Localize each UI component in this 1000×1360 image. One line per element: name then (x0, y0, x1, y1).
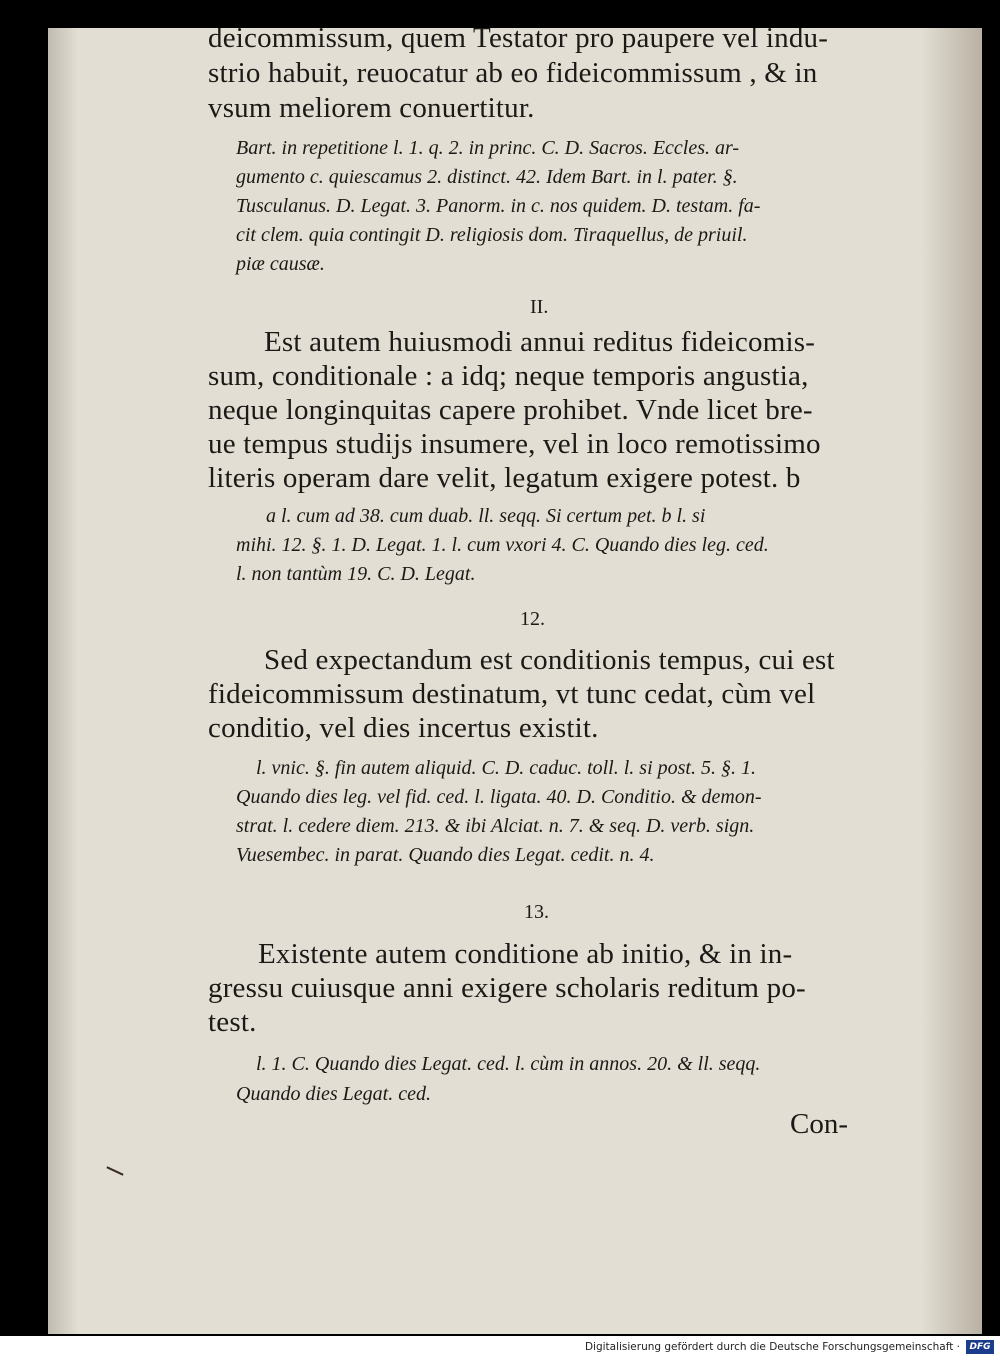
note-line: l. 1. C. Quando dies Legat. ced. l. cùm in annos. 20. & ll. seqq. (256, 1053, 761, 1075)
page-shadow-left (48, 28, 78, 1334)
footer-credit: Digitalisierung gefördert durch die Deutsche Forschungsgemeinschaft · (584, 1341, 960, 1353)
note-line: a l. cum ad 38. cum duab. ll. seqq. Si certum pet. b l. si (266, 505, 706, 527)
text-line: vsum meliorem conuertitur. (208, 92, 535, 124)
section-number-12: 12. (520, 608, 545, 630)
text-line: conditio, vel dies incertus existit. (208, 712, 599, 744)
note-line: Bart. in repetitione l. 1. q. 2. in princ. C. D. Sacros. Eccles. ar- (236, 137, 740, 159)
text-line: fideicommissum destinatum, vt tunc cedat, cùm vel (208, 678, 816, 710)
text-line: Est autem huiusmodi annui reditus fideicomis- (264, 326, 816, 358)
page-shadow-right (922, 28, 982, 1334)
footer-bar (0, 1336, 1000, 1360)
text-line: literis operam dare velit, legatum exigere potest. b (208, 462, 801, 494)
text-line: neque longinquitas capere prohibet. Vnde licet bre- (208, 394, 813, 426)
note-line: mihi. 12. §. 1. D. Legat. 1. l. cum vxori 4. C. Quando dies leg. ced. (236, 534, 769, 556)
note-line: gumento c. quiescamus 2. distinct. 42. Idem Bart. in l. pater. §. (236, 166, 738, 188)
text-line: ue tempus studijs insumere, vel in loco remotissimo (208, 428, 821, 460)
note-line: Vuesembec. in parat. Quando dies Legat. cedit. n. 4. (236, 844, 655, 866)
scanned-page (48, 28, 982, 1334)
paper-mark (106, 1166, 123, 1175)
note-line: cit clem. quia contingit D. religiosis dom. Tiraquellus, de priuil. (236, 224, 748, 246)
note-line: l. non tantùm 19. C. D. Legat. (236, 563, 476, 585)
text-line: strio habuit, reuocatur ab eo fideicommissum , & in (208, 57, 818, 89)
text-line: Existente autem conditione ab initio, & in in- (258, 938, 793, 970)
catchword: Con- (790, 1108, 848, 1140)
note-line: strat. l. cedere diem. 213. & ibi Alciat. n. 7. & seq. D. verb. sign. (236, 815, 755, 837)
dfg-logo-icon: DFG (966, 1340, 994, 1354)
note-line: piæ causæ. (236, 253, 325, 275)
text-line: test. (208, 1006, 257, 1038)
note-line: Quando dies leg. vel fid. ced. l. ligata. 40. D. Conditio. & demon- (236, 786, 762, 808)
text-line: deicommissum, quem Testator pro paupere vel indu- (208, 28, 829, 54)
section-number-11: II. (530, 296, 549, 318)
note-line: Quando dies Legat. ced. (236, 1083, 431, 1105)
note-line: Tusculanus. D. Legat. 3. Panorm. in c. nos quidem. D. testam. fa- (236, 195, 761, 217)
section-number-13: 13. (524, 901, 549, 923)
text-line: gressu cuiusque anni exigere scholaris reditum po- (208, 972, 806, 1004)
text-line: Sed expectandum est conditionis tempus, cui est (264, 644, 835, 676)
note-line: l. vnic. §. fin autem aliquid. C. D. caduc. toll. l. si post. 5. §. 1. (256, 757, 756, 779)
text-line: sum, conditionale : a idq; neque temporis angustia, (208, 360, 809, 392)
